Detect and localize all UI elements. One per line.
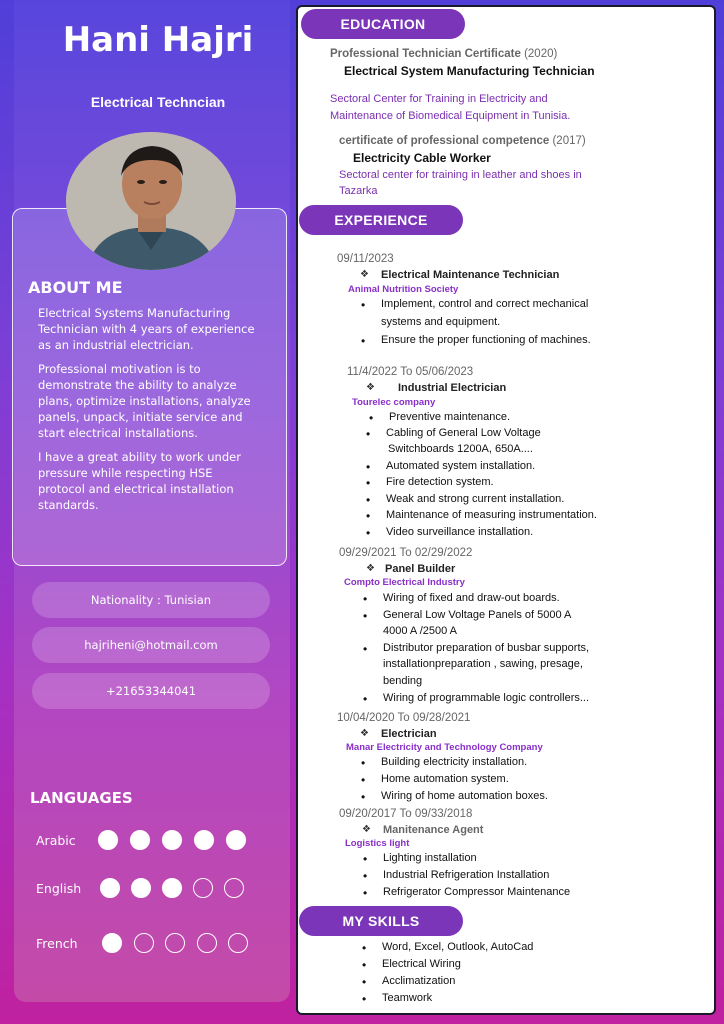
nationality-pill: Nationality : Tunisian [32, 582, 270, 618]
education-degree: Professional Technician Certificate (2020) [330, 48, 558, 60]
diamond-bullet-icon: ❖ [360, 728, 369, 739]
experience-role: Electrician [381, 728, 437, 740]
email-pill[interactable]: hajriheni@hotmail.com [32, 627, 270, 663]
experience-bullet: • Automated system installation. [386, 460, 535, 472]
experience-bullet: • Weak and strong current installation. [386, 493, 564, 505]
education-school: Sectoral Center for Training in Electricity and [330, 93, 548, 105]
person-title: Electrical Techncian [90, 94, 226, 110]
language-name: French [36, 936, 78, 951]
rating-dot-empty [134, 933, 154, 953]
experience-bullet-cont: bending [383, 675, 423, 687]
rating-dot-filled [162, 830, 182, 850]
diamond-bullet-icon: ❖ [366, 563, 375, 574]
experience-company: Compto Electrical Industry [344, 577, 465, 588]
experience-bullet: • General Low Voltage Panels of 5000 A [383, 609, 571, 621]
experience-date: 09/20/2017 To 09/33/2018 [339, 808, 473, 820]
language-row [36, 830, 276, 854]
experience-date: 09/11/2023 [337, 253, 394, 265]
experience-bullet-cont: systems and equipment. [381, 316, 501, 328]
experience-role: Industrial Electrician [398, 382, 507, 394]
skill-item: • Word, Excel, Outlook, AutoCad [382, 941, 533, 953]
rating-dot-filled [100, 878, 120, 898]
language-name: English [36, 881, 82, 896]
experience-role: Electrical Maintenance Technician [381, 269, 560, 281]
languages-heading: LANGUAGES [30, 789, 133, 807]
education-school: Sectoral center for training in leather and shoes in [339, 169, 582, 181]
rating-dot-filled [98, 830, 118, 850]
person-name: Hani Hajri [62, 20, 254, 60]
experience-company: Manar Electricity and Technology Company [346, 742, 543, 753]
experience-bullet-cont: Switchboards 1200A, 650A.... [388, 443, 533, 455]
education-field: Electricity Cable Worker [353, 151, 491, 165]
experience-bullet-cont: installationpreparation , sawing, presage, [383, 658, 583, 670]
experience-bullet: • Distributor preparation of busbar supports, [383, 642, 589, 654]
experience-bullet: • Implement, control and correct mechanical [381, 298, 588, 310]
rating-dot-filled [226, 830, 246, 850]
about-heading: ABOUT ME [28, 278, 123, 297]
about-paragraph: I have a great ability to work under pressure while respecting HSE protocol and electrical installation standards. [38, 450, 241, 512]
experience-bullet: • Wiring of fixed and draw-out boards. [383, 592, 560, 604]
rating-dot-filled [194, 830, 214, 850]
experience-role: Manitenance Agent [383, 824, 484, 836]
portrait-image [66, 132, 236, 270]
skill-item: • Teamwork [382, 992, 432, 1004]
experience-bullet: • Lighting installation [383, 852, 477, 864]
experience-date: 11/4/2022 To 05/06/2023 [347, 366, 474, 378]
about-paragraph: Electrical Systems Manufacturing Technician with 4 years of experience as an industrial electrician. [38, 306, 255, 352]
experience-bullet: • Industrial Refrigeration Installation [383, 869, 549, 881]
experience-company: Logistics light [345, 838, 410, 849]
education-school: Tazarka [339, 185, 378, 197]
diamond-bullet-icon: ❖ [366, 382, 375, 393]
experience-bullet: • Wiring of programmable logic controllers... [383, 692, 589, 704]
diamond-bullet-icon: ❖ [362, 824, 371, 835]
phone-pill[interactable]: +21653344041 [32, 673, 270, 709]
education-heading: EDUCATION [301, 9, 465, 39]
experience-bullet: • Ensure the proper functioning of machines. [381, 334, 591, 346]
experience-date: 10/04/2020 To 09/28/2021 [337, 712, 471, 724]
experience-date: 09/29/2021 To 02/29/2022 [339, 547, 473, 559]
experience-bullet: • Fire detection system. [386, 476, 494, 488]
rating-dot-empty [193, 878, 213, 898]
about-paragraph: Professional motivation is to demonstrate the ability to analyze plans, optimize installations, analyze panels, unpack, initiate service and start electrical installations. [38, 362, 251, 440]
rating-dot-filled [130, 830, 150, 850]
experience-bullet: • Wiring of home automation boxes. [381, 790, 548, 802]
experience-company: Tourelec company [352, 397, 436, 408]
language-row [36, 878, 276, 902]
rating-dot-filled [131, 878, 151, 898]
experience-bullet: • Home automation system. [381, 773, 509, 785]
skill-item: • Electrical Wiring [382, 958, 461, 970]
skills-heading: MY SKILLS [299, 906, 463, 936]
about-text [38, 306, 260, 523]
rating-dot-empty [224, 878, 244, 898]
experience-bullet: • Preventive maintenance. [389, 411, 510, 423]
rating-dot-empty [228, 933, 248, 953]
diamond-bullet-icon: ❖ [360, 269, 369, 280]
profile-photo [66, 132, 236, 270]
experience-heading: EXPERIENCE [299, 205, 463, 235]
rating-dot-filled [102, 933, 122, 953]
experience-bullet: • Cabling of General Low Voltage [386, 427, 541, 439]
education-field: Electrical System Manufacturing Technician [344, 64, 595, 78]
skill-item: • Acclimatization [382, 975, 455, 987]
experience-company: Animal Nutrition Society [348, 284, 459, 295]
education-degree: certificate of professional competence (2017) [339, 135, 586, 147]
experience-bullet: • Video surveillance installation. [386, 526, 533, 538]
experience-bullet: • Building electricity installation. [381, 756, 527, 768]
experience-bullet: • Maintenance of measuring instrumentation. [386, 509, 597, 521]
rating-dot-empty [197, 933, 217, 953]
rating-dot-filled [162, 878, 182, 898]
rating-dot-empty [165, 933, 185, 953]
experience-bullet: • Refrigerator Compressor Maintenance [383, 886, 570, 898]
language-name: Arabic [36, 833, 76, 848]
experience-bullet-cont: 4000 A /2500 A [383, 625, 458, 637]
language-row [36, 933, 276, 957]
experience-role: Panel Builder [385, 563, 456, 575]
education-school: Maintenance of Biomedical Equipment in Tunisia. [330, 110, 571, 122]
